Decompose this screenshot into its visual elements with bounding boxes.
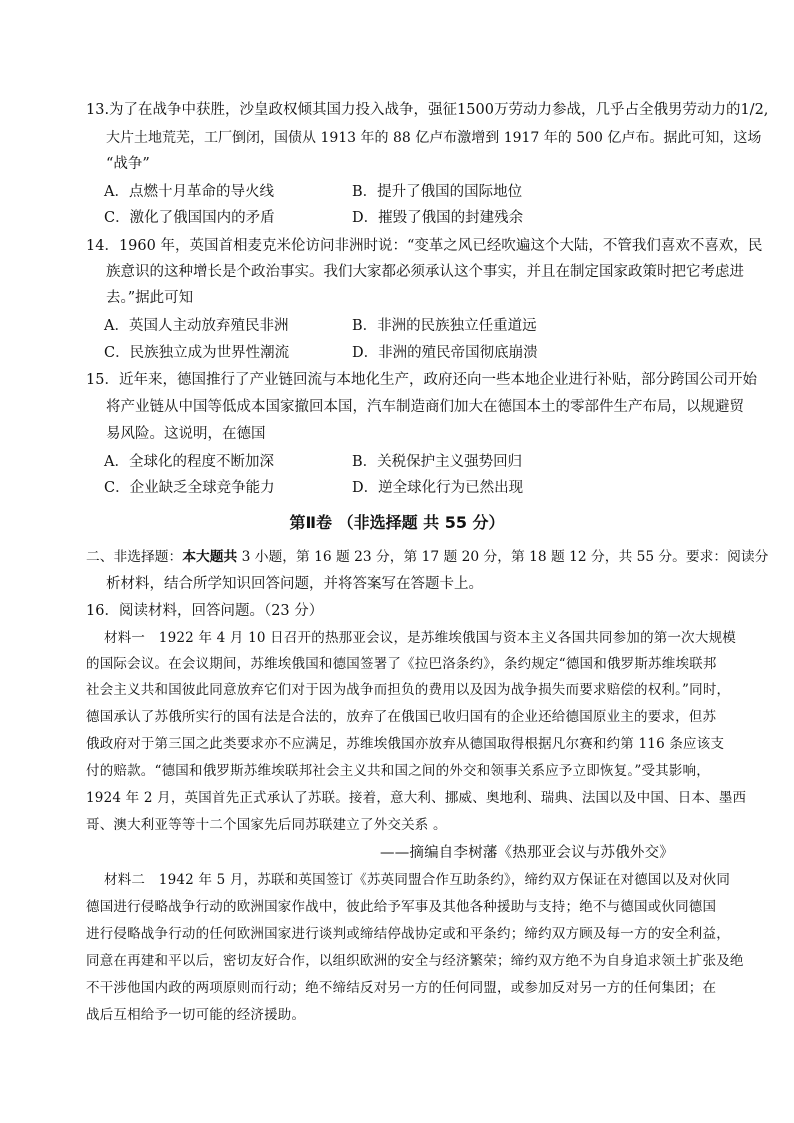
q13-option-a[interactable]: A．点燃十月革命的导火线	[104, 184, 274, 200]
material1-line-3: 社会主义共和国彼此同意放弃它们对于因为战争而担负的费用以及因为战争损失而要求赔偿的权利。”同时，	[86, 682, 731, 698]
q14-line-1: 14．1960 年，英国首相麦克米伦访问非洲时说：“变革之风已经吹遍这个大陆，不管我们喜欢不喜欢，民	[86, 238, 763, 254]
material2-line-1: 材料二 1942 年 5 月，苏联和英国签订《苏英同盟合作互助条约》，缔约双方保证在对德国以及对伙同	[104, 872, 731, 888]
q14-option-b[interactable]: B．非洲的民族独立任重道远	[352, 318, 537, 334]
material2-line-6: 战后互相给予一切可能的经济援助。	[86, 1007, 306, 1023]
q14-option-d[interactable]: D．非洲的殖民帝国彻底崩溃	[352, 345, 538, 361]
material1-line-7: 1924 年 2 月，英国首先正式承认了苏联。接着，意大利、挪威、奥地利、瑞典、法国以及中国、日本、墨西	[86, 790, 747, 806]
q15-line-3: 易风险。这说明，在德国	[106, 426, 266, 442]
q14-line-3: 去。”据此可知	[106, 290, 194, 306]
q15-option-c[interactable]: C．企业缺乏全球竞争能力	[104, 480, 275, 496]
q15-line-1: 15．近年来，德国推行了产业链回流与本地化生产，政府还向一些本地企业进行补贴，部分跨国公司开始	[86, 372, 757, 388]
q13-line-2: 大片土地荒芜，工厂倒闭，国债从 1913 年的 88 亿卢布激增到 1917 年的 500 亿卢布。据此可知，这场	[106, 130, 762, 146]
material1-line-1: 材料一 1922 年 4 月 10 日召开的热那亚会议，是苏维埃俄国与资本主义各国共同参加的第一次大规模	[104, 630, 736, 646]
instructions-line-1	[86, 547, 768, 567]
q15-option-d[interactable]: D．逆全球化行为已然出现	[352, 480, 524, 496]
q16-title: 16．阅读材料，回答问题。（23 分）	[86, 603, 324, 619]
instructions-prefix: 二、非选择题：	[86, 549, 183, 565]
material2-line-2: 德国进行侵略战争行动的欧洲国家作战中，彼此给予军事及其他各种援助与支持；绝不与德国或伙同德国	[86, 899, 717, 915]
q14-option-c[interactable]: C．民族独立成为世界性潮流	[104, 345, 290, 361]
q15-option-a[interactable]: A．全球化的程度不断加深	[104, 454, 274, 470]
material1-line-2: 的国际会议。在会议期间，苏维埃俄国和德国签署了《拉巴洛条约》，条约规定“德国和俄罗斯苏维埃联邦	[86, 656, 717, 672]
q14-option-a[interactable]: A．英国人主动放弃殖民非洲	[104, 318, 289, 334]
q14-line-2: 族意识的这种增长是个政治事实。我们大家都必须承认这个事实，并且在制定国家政策时把它考虑进	[106, 264, 744, 280]
instructions-rest: 3 小题，第 16 题 23 分，第 17 题 20 分，第 18 题 12 分，共 55 分。要求：阅读分	[237, 549, 769, 565]
material1-source: ——摘编自李树藩《热那亚会议与苏俄外交》	[380, 845, 674, 861]
material1-line-8: 哥、澳大利亚等等十二个国家先后同苏联建立了外交关系 。	[86, 817, 447, 833]
instructions-line-2: 析材料，结合所学知识回答问题，并将答案写在答题卡上。	[106, 576, 483, 592]
material2-line-5: 不干涉他国内政的两项原则而行动；绝不缔结反对另一方的任何同盟，或参加反对另一方的任何集团；在	[86, 980, 717, 996]
section-title: 第Ⅱ卷 （非选择题 共 55 分）	[289, 513, 505, 532]
q13-option-d[interactable]: D．摧毁了俄国的封建残余	[352, 210, 524, 226]
instructions-bold: 本大题共	[182, 549, 238, 565]
q13-option-c[interactable]: C．激化了俄国国内的矛盾	[104, 210, 275, 226]
material1-line-4: 德国承认了苏俄所实行的国有法是合法的，放弃了在俄国已收归国有的企业还给德国原业主的要求，但苏	[86, 709, 717, 725]
q13-line-1: 13.为了在战争中获胜，沙皇政权倾其国力投入战争，强征1500万劳动力参战，几乎占全俄男劳动力的1/2,	[86, 102, 769, 118]
material1-line-6: 付的赔款。“德国和俄罗斯苏维埃联邦社会主义共和国之间的外交和领事关系应予立即恢复。”受其影响，	[86, 763, 710, 779]
q15-option-b[interactable]: B．关税保护主义强势回归	[352, 454, 523, 470]
q13-option-b[interactable]: B．提升了俄国的国际地位	[352, 184, 523, 200]
material2-line-4: 同意在再建和平以后，密切友好合作，以组织欧洲的安全与经济繁荣；缔约双方绝不为自身追求领土扩张及绝	[86, 953, 744, 969]
material2-line-3: 进行侵略战争行动的任何欧洲国家进行谈判或缔结停战协定或和平条约；缔约双方顾及每一方的安全利益，	[86, 926, 730, 942]
q15-line-2: 将产业链从中国等低成本国家撤回本国，汽车制造商们加大在德国本土的零部件生产布局，以规避贸	[106, 399, 744, 415]
material1-line-5: 俄政府对于第三国之此类要求亦不应满足，苏维埃俄国亦放弃从德国取得根据凡尔赛和约第 116 条应该支	[86, 736, 725, 752]
q13-line-3: “战争”	[106, 156, 150, 172]
